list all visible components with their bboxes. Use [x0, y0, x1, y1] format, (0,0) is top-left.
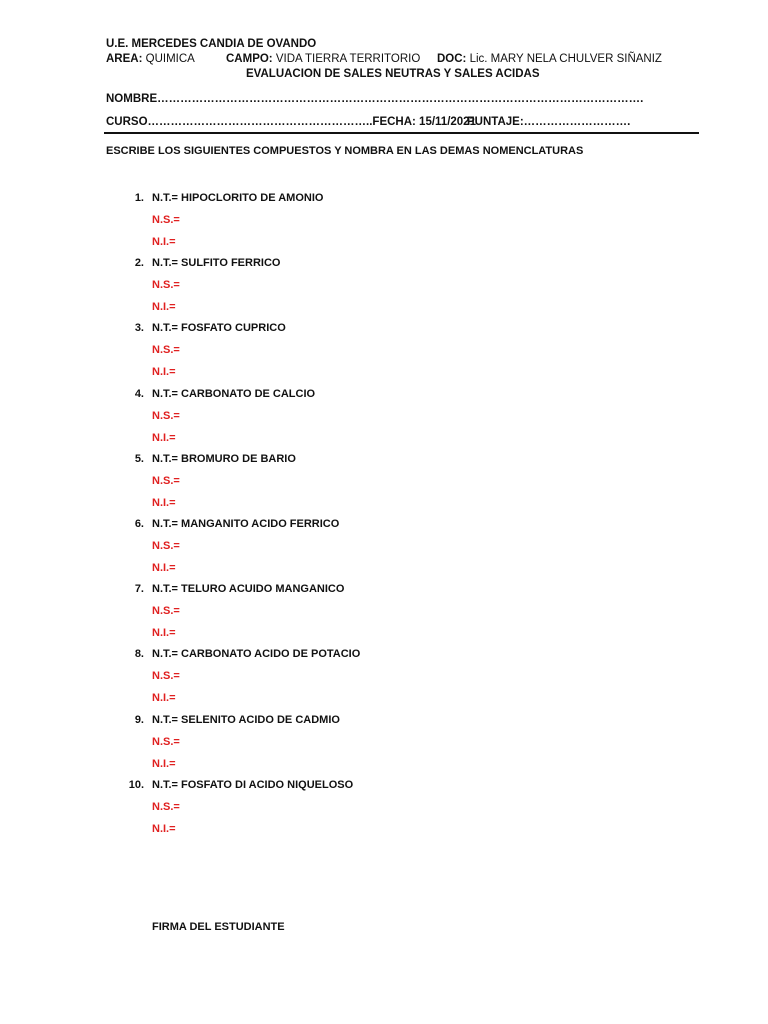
question-number: 8.	[134, 648, 144, 661]
question-number: 10.	[128, 778, 144, 791]
question-text: N.T.= TELURO ACUIDO MANGANICO	[152, 583, 345, 596]
question-number: 6.	[134, 518, 144, 530]
ni-answer-label: N.I.=	[152, 301, 176, 314]
question-item	[122, 192, 323, 204]
campo-label: CAMPO:	[226, 53, 273, 65]
question-number: 1.	[134, 192, 144, 204]
question-item	[122, 583, 344, 595]
ni-answer-label: N.I.=	[152, 757, 176, 770]
ni-answer-label: N.I.=	[152, 366, 176, 379]
area-label: AREA:	[106, 53, 143, 65]
question-number: 7.	[134, 583, 144, 596]
header-divider	[104, 132, 699, 134]
curso-fecha-field: CURSO…………………………………………………..FECHA: 15/11/2021	[106, 116, 476, 128]
question-number: 4.	[134, 387, 144, 400]
question-number: 2.	[134, 257, 144, 270]
school-name: U.E. MERCEDES CANDIA DE OVANDO	[106, 38, 317, 50]
nombre-field: NOMBRE……………………………………………………………………………………………………………….	[106, 93, 644, 105]
ns-answer-label: N.S.=	[152, 409, 180, 422]
question-item	[122, 518, 339, 530]
question-text: N.T.= SULFITO FERRICO	[152, 257, 281, 270]
ns-answer-label: N.S.=	[152, 800, 180, 813]
question-number: 5.	[134, 452, 144, 465]
header-area-row	[106, 53, 195, 65]
question-item	[122, 648, 360, 660]
question-text: N.T.= FOSFATO CUPRICO	[152, 322, 286, 335]
page-title: EVALUACION DE SALES NEUTRAS Y SALES ACIDAS	[246, 68, 540, 80]
ni-answer-label: N.I.=	[152, 822, 176, 835]
question-item	[122, 779, 353, 791]
header-campo-row	[226, 53, 420, 65]
question-text: N.T.= SELENITO ACIDO DE CADMIO	[152, 713, 340, 726]
question-text: N.T.= CARBONATO DE CALCIO	[152, 387, 316, 400]
question-number: 3.	[134, 322, 144, 335]
ni-answer-label: N.I.=	[152, 236, 176, 248]
doc-value: Lic. MARY NELA CHULVER SIÑANIZ	[469, 53, 662, 65]
ns-answer-label: N.S.=	[152, 474, 180, 487]
ns-answer-label: N.S.=	[152, 214, 180, 226]
ni-answer-label: N.I.=	[152, 692, 176, 705]
ns-answer-label: N.S.=	[152, 605, 180, 618]
question-item	[122, 388, 315, 400]
puntaje-field: PUNTAJE:……………………….	[467, 116, 631, 128]
ni-answer-label: N.I.=	[152, 431, 176, 444]
question-text: N.T.= FOSFATO DI ACIDO NIQUELOSO	[152, 778, 354, 791]
ns-answer-label: N.S.=	[152, 670, 180, 683]
ns-answer-label: N.S.=	[152, 735, 180, 748]
signature-label: FIRMA DEL ESTUDIANTE	[152, 921, 285, 933]
ns-answer-label: N.S.=	[152, 279, 180, 292]
question-item	[122, 714, 340, 726]
instructions: ESCRIBE LOS SIGUIENTES COMPUESTOS Y NOMBRA EN LAS DEMAS NOMENCLATURAS	[106, 145, 584, 157]
ni-answer-label: N.I.=	[152, 562, 176, 574]
ni-answer-label: N.I.=	[152, 496, 176, 509]
question-text: N.T.= BROMURO DE BARIO	[152, 452, 296, 465]
ns-answer-label: N.S.=	[152, 344, 180, 357]
header-doc-row	[437, 53, 662, 65]
ni-answer-label: N.I.=	[152, 627, 176, 640]
question-text: N.T.= CARBONATO ACIDO DE POTACIO	[152, 648, 361, 661]
question-text: N.T.= MANGANITO ACIDO FERRICO	[152, 518, 340, 530]
question-item	[122, 453, 296, 465]
area-value: QUIMICA	[145, 53, 195, 65]
question-text: N.T.= HIPOCLORITO DE AMONIO	[152, 192, 324, 204]
ns-answer-label: N.S.=	[152, 540, 180, 552]
question-item	[122, 257, 280, 269]
question-number: 9.	[134, 713, 144, 726]
doc-label: DOC:	[437, 53, 467, 65]
question-item	[122, 322, 286, 334]
campo-value: VIDA TIERRA TERRITORIO	[275, 53, 421, 65]
